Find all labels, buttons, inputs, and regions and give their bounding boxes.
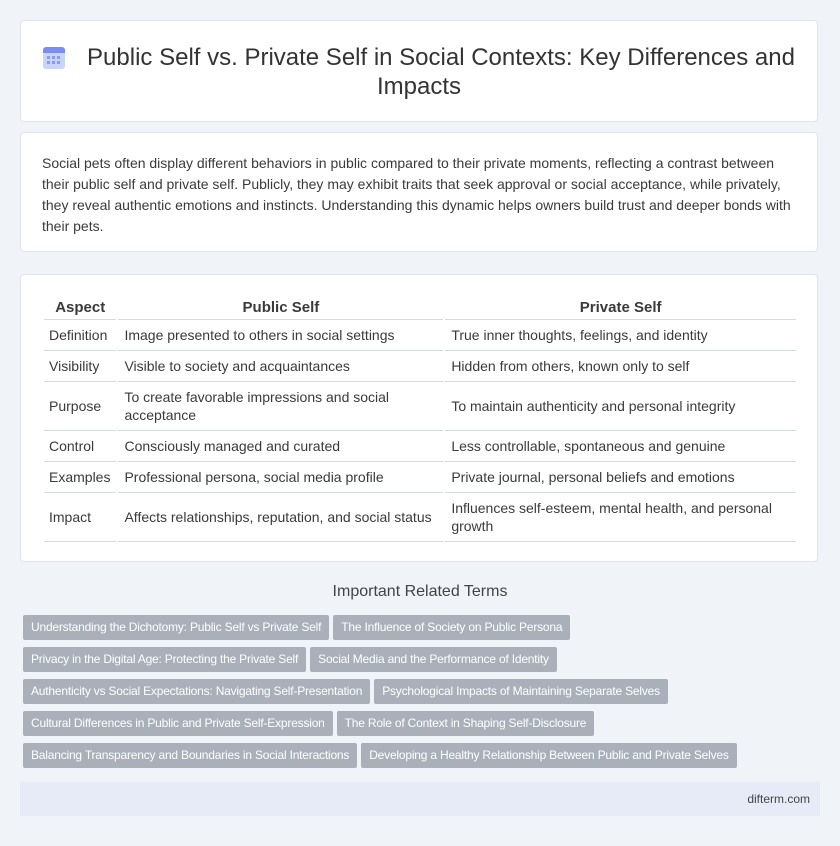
table-row: [44, 462, 796, 493]
table-cell-aspect: Impact: [44, 493, 116, 542]
table-row: [44, 382, 796, 431]
related-term-tag[interactable]: Psychological Impacts of Maintaining Separate Selves: [374, 679, 668, 704]
table-cell-private: Influences self-esteem, mental health, and personal growth: [445, 493, 796, 542]
related-term-tag[interactable]: Privacy in the Digital Age: Protecting the Private Self: [23, 647, 306, 672]
intro-card: [20, 132, 818, 252]
related-term-tag[interactable]: Social Media and the Performance of Identity: [310, 647, 557, 672]
title-card: [20, 20, 818, 122]
table-row: [44, 351, 796, 382]
calendar-icon: [43, 45, 65, 69]
table-cell-public: Image presented to others in social settings: [118, 320, 443, 351]
intro-paragraph: Social pets often display different behaviors in public compared to their private moments, reflecting a contrast between their public self and private self. Publicly, they may exhibit traits that seek approval or social acceptance, while privately, they reveal authentic emotions and instincts. Understanding this dynamic helps owners build trust and deeper bonds with their pets.: [42, 155, 791, 234]
table-cell-aspect: Visibility: [44, 351, 116, 382]
page-title: Public Self vs. Private Self in Social Contexts: Key Differences and Impacts: [87, 44, 795, 100]
table-cell-public: Affects relationships, reputation, and social status: [118, 493, 443, 542]
related-term-tag[interactable]: Developing a Healthy Relationship Between Public and Private Selves: [361, 743, 737, 768]
column-header-aspect: Aspect: [44, 295, 116, 320]
table-cell-public: Professional persona, social media profile: [118, 462, 443, 493]
table-cell-private: To maintain authenticity and personal integrity: [445, 382, 796, 431]
comparison-table-card: [20, 274, 818, 562]
column-header-public-self: Public Self: [118, 295, 443, 320]
table-cell-public: To create favorable impressions and social acceptance: [118, 382, 443, 431]
table-cell-aspect: Control: [44, 431, 116, 462]
comparison-table: [42, 295, 798, 542]
related-term-tag[interactable]: Understanding the Dichotomy: Public Self vs Private Self: [23, 615, 329, 640]
table-row: [44, 320, 796, 351]
table-cell-private: True inner thoughts, feelings, and identity: [445, 320, 796, 351]
footer: [20, 782, 820, 816]
column-header-private-self: Private Self: [445, 295, 796, 320]
table-cell-public: Visible to society and acquaintances: [118, 351, 443, 382]
related-term-tag[interactable]: The Role of Context in Shaping Self-Disclosure: [337, 711, 595, 736]
related-term-tag[interactable]: Cultural Differences in Public and Private Self-Expression: [23, 711, 333, 736]
table-cell-private: Hidden from others, known only to self: [445, 351, 796, 382]
table-row: [44, 431, 796, 462]
table-cell-private: Less controllable, spontaneous and genuine: [445, 431, 796, 462]
table-cell-public: Consciously managed and curated: [118, 431, 443, 462]
related-terms-list: [23, 615, 813, 775]
related-term-tag[interactable]: Authenticity vs Social Expectations: Navigating Self-Presentation: [23, 679, 370, 704]
table-cell-private: Private journal, personal beliefs and emotions: [445, 462, 796, 493]
page-title-row: [21, 43, 817, 101]
related-term-tag[interactable]: The Influence of Society on Public Persona: [333, 615, 570, 640]
table-cell-aspect: Purpose: [44, 382, 116, 431]
related-term-tag[interactable]: Balancing Transparency and Boundaries in Social Interactions: [23, 743, 357, 768]
table-cell-aspect: Definition: [44, 320, 116, 351]
related-terms-heading: Important Related Terms: [332, 583, 508, 600]
table-cell-aspect: Examples: [44, 462, 116, 493]
table-header-row: [44, 295, 796, 320]
table-row: [44, 493, 796, 542]
footer-site-link[interactable]: difterm.com: [747, 792, 810, 806]
